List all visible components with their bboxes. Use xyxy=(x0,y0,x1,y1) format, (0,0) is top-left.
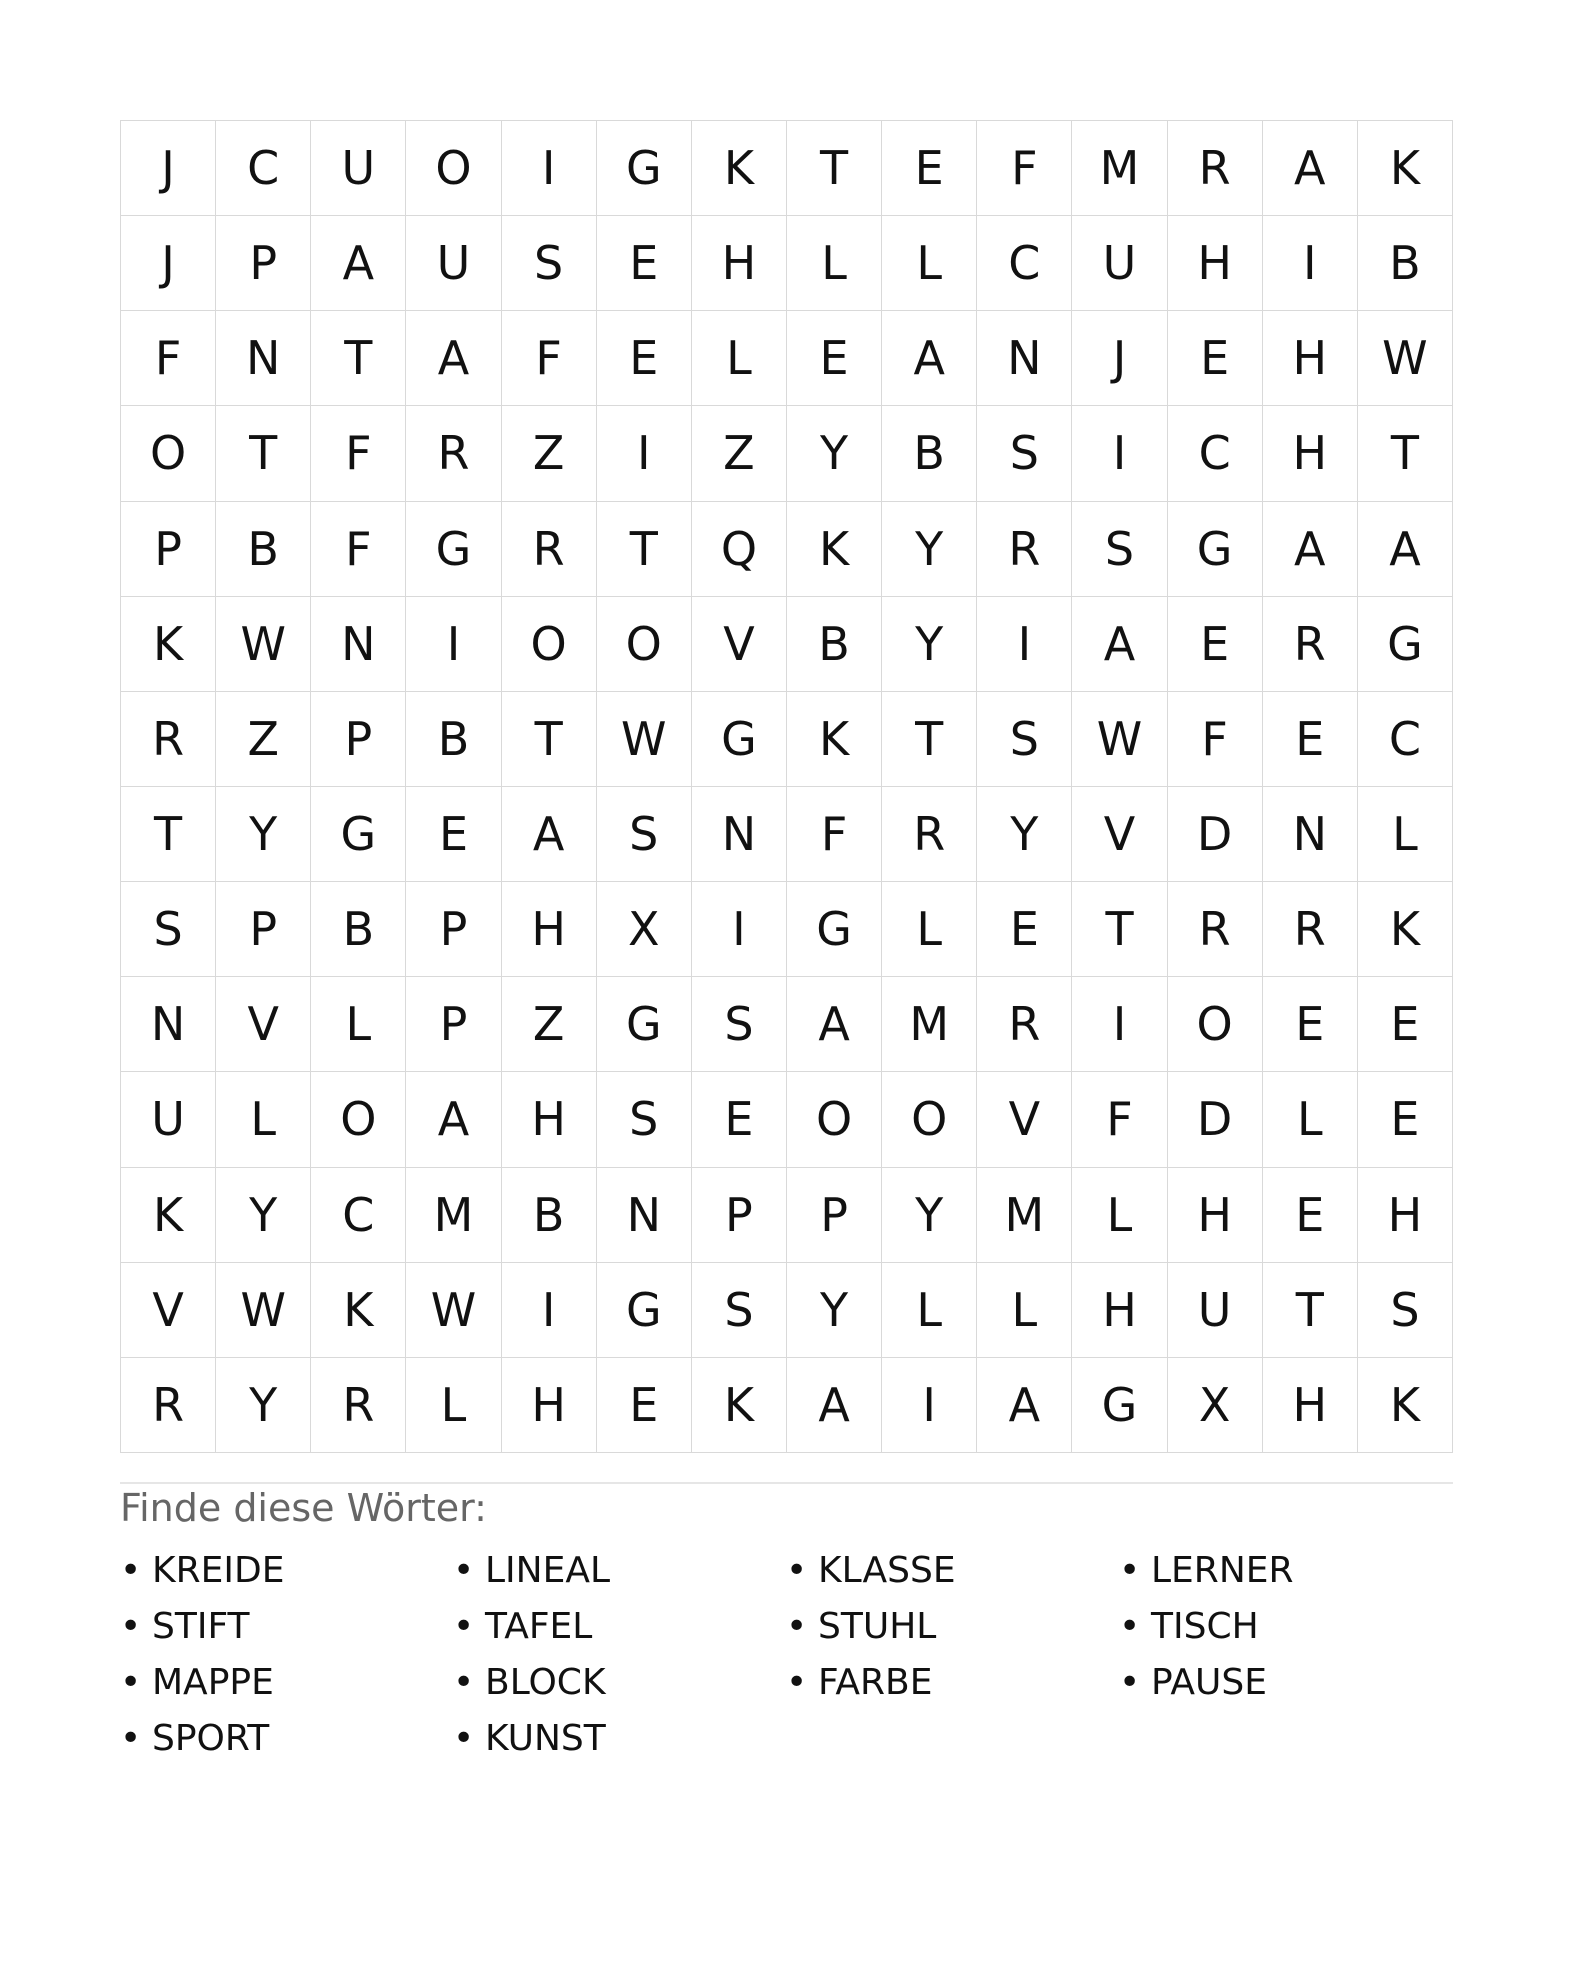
grid-cell[interactable]: S xyxy=(977,406,1072,501)
word-label: FARBE xyxy=(818,1662,933,1703)
grid-cell[interactable]: C xyxy=(1358,692,1453,787)
grid-cell[interactable]: L xyxy=(1263,1072,1358,1167)
grid-cell[interactable]: T xyxy=(216,406,311,501)
grid-cell[interactable]: K xyxy=(1358,1358,1453,1453)
grid-cell[interactable]: V xyxy=(121,1263,216,1358)
grid-cell[interactable]: D xyxy=(1168,1072,1263,1167)
bullet-icon: • xyxy=(1119,1550,1141,1591)
word-label: STUHL xyxy=(818,1606,937,1647)
word-list-item xyxy=(453,1711,786,1767)
grid-cell[interactable]: N xyxy=(121,977,216,1072)
grid-cell[interactable]: P xyxy=(406,977,501,1072)
word-list-item xyxy=(786,1599,1119,1655)
grid-cell[interactable]: K xyxy=(692,121,787,216)
grid-cell[interactable]: L xyxy=(882,882,977,977)
bullet-icon: • xyxy=(120,1550,142,1591)
grid-cell[interactable]: A xyxy=(977,1358,1072,1453)
grid-cell[interactable]: V xyxy=(977,1072,1072,1167)
grid-cell[interactable]: T xyxy=(311,311,406,406)
grid-cell[interactable]: L xyxy=(692,311,787,406)
bullet-icon: • xyxy=(1119,1606,1141,1647)
grid-cell[interactable]: T xyxy=(502,692,597,787)
grid-cell[interactable]: K xyxy=(787,502,882,597)
grid-cell[interactable]: I xyxy=(406,597,501,692)
grid-cell[interactable]: N xyxy=(692,787,787,882)
grid-cell[interactable]: G xyxy=(406,502,501,597)
word-list-item xyxy=(1119,1655,1452,1711)
grid-cell[interactable]: O xyxy=(311,1072,406,1167)
grid-cell[interactable]: Y xyxy=(882,1168,977,1263)
word-label: KUNST xyxy=(485,1718,606,1759)
grid-cell[interactable]: O xyxy=(882,1072,977,1167)
grid-cell[interactable]: R xyxy=(977,502,1072,597)
bullet-icon: • xyxy=(453,1718,475,1759)
grid-cell[interactable]: Y xyxy=(882,597,977,692)
grid-cell[interactable]: O xyxy=(787,1072,882,1167)
grid-cell[interactable]: M xyxy=(882,977,977,1072)
bullet-icon: • xyxy=(120,1718,142,1759)
grid-cell[interactable]: S xyxy=(692,1263,787,1358)
word-label: KLASSE xyxy=(818,1550,956,1591)
grid-cell[interactable]: G xyxy=(1072,1358,1167,1453)
grid-cell[interactable]: E xyxy=(1263,692,1358,787)
grid-cell[interactable]: S xyxy=(692,977,787,1072)
grid-cell[interactable]: Q xyxy=(692,502,787,597)
word-label: PAUSE xyxy=(1151,1662,1267,1703)
bullet-icon: • xyxy=(453,1550,475,1591)
grid-cell[interactable]: P xyxy=(406,882,501,977)
grid-cell[interactable]: E xyxy=(1358,1072,1453,1167)
grid-cell[interactable]: T xyxy=(1263,1263,1358,1358)
grid-cell[interactable]: P xyxy=(311,692,406,787)
word-label: STIFT xyxy=(152,1606,250,1647)
grid-cell[interactable]: L xyxy=(882,1263,977,1358)
word-search-grid xyxy=(120,120,1453,1453)
grid-cell[interactable]: U xyxy=(406,216,501,311)
word-label: LERNER xyxy=(1151,1550,1294,1591)
grid-cell[interactable]: F xyxy=(1072,1072,1167,1167)
grid-cell[interactable]: U xyxy=(311,121,406,216)
grid-cell[interactable]: C xyxy=(977,216,1072,311)
grid-cell[interactable]: H xyxy=(1072,1263,1167,1358)
grid-cell[interactable]: W xyxy=(597,692,692,787)
grid-cell[interactable]: B xyxy=(311,882,406,977)
grid-cell[interactable]: W xyxy=(216,1263,311,1358)
grid-cell[interactable]: G xyxy=(311,787,406,882)
grid-cell[interactable]: B xyxy=(787,597,882,692)
word-label: TAFEL xyxy=(485,1606,593,1647)
grid-cell[interactable]: Z xyxy=(692,406,787,501)
grid-cell[interactable]: E xyxy=(692,1072,787,1167)
word-list-item xyxy=(120,1711,453,1767)
grid-cell[interactable]: I xyxy=(1263,216,1358,311)
grid-cell[interactable]: S xyxy=(597,787,692,882)
grid-cell[interactable]: P xyxy=(787,1168,882,1263)
bullet-icon: • xyxy=(786,1550,808,1591)
grid-cell[interactable]: Y xyxy=(216,1358,311,1453)
bullet-icon: • xyxy=(120,1662,142,1703)
grid-cell[interactable]: C xyxy=(216,121,311,216)
grid-cell[interactable]: O xyxy=(406,121,501,216)
grid-cell[interactable]: I xyxy=(1072,977,1167,1072)
word-list-item xyxy=(1119,1543,1452,1599)
grid-cell[interactable]: I xyxy=(977,597,1072,692)
grid-cell[interactable]: W xyxy=(1358,311,1453,406)
grid-cell[interactable]: S xyxy=(977,692,1072,787)
grid-cell[interactable]: R xyxy=(882,787,977,882)
grid-cell[interactable]: R xyxy=(406,406,501,501)
grid-cell[interactable]: B xyxy=(882,406,977,501)
grid-cell[interactable]: G xyxy=(1168,502,1263,597)
grid-cell[interactable]: B xyxy=(1358,216,1453,311)
grid-cell[interactable]: L xyxy=(787,216,882,311)
grid-cell[interactable]: B xyxy=(406,692,501,787)
bullet-icon: • xyxy=(120,1606,142,1647)
grid-cell[interactable]: E xyxy=(787,311,882,406)
word-list-heading: Finde diese Wörter: xyxy=(120,1486,487,1530)
grid-cell[interactable]: L xyxy=(216,1072,311,1167)
bullet-icon: • xyxy=(786,1662,808,1703)
grid-cell[interactable]: J xyxy=(121,216,216,311)
grid-cell[interactable]: F xyxy=(311,502,406,597)
grid-cell[interactable]: I xyxy=(882,1358,977,1453)
grid-cell[interactable]: H xyxy=(692,216,787,311)
grid-cell[interactable]: R xyxy=(311,1358,406,1453)
grid-cell[interactable]: H xyxy=(502,882,597,977)
grid-cell[interactable]: A xyxy=(502,787,597,882)
grid-cell[interactable]: K xyxy=(1358,882,1453,977)
grid-cell[interactable]: M xyxy=(406,1168,501,1263)
word-list-item xyxy=(1119,1599,1452,1655)
grid-cell[interactable]: A xyxy=(1263,502,1358,597)
grid-cell[interactable]: H xyxy=(1168,1168,1263,1263)
grid-cell[interactable]: N xyxy=(1263,787,1358,882)
word-list-item xyxy=(453,1655,786,1711)
grid-cell[interactable]: F xyxy=(1168,692,1263,787)
grid-cell[interactable]: P xyxy=(121,502,216,597)
grid-cell[interactable]: O xyxy=(502,597,597,692)
grid-cell[interactable]: Z xyxy=(502,406,597,501)
grid-cell[interactable]: L xyxy=(406,1358,501,1453)
word-list-item xyxy=(786,1655,1119,1711)
grid-cell[interactable]: Y xyxy=(977,787,1072,882)
grid-cell[interactable]: T xyxy=(1072,882,1167,977)
grid-cell[interactable]: V xyxy=(692,597,787,692)
grid-cell[interactable]: C xyxy=(311,1168,406,1263)
grid-cell[interactable]: Z xyxy=(502,977,597,1072)
grid-cell[interactable]: E xyxy=(977,882,1072,977)
grid-cell[interactable]: F xyxy=(311,406,406,501)
grid-cell[interactable]: H xyxy=(1263,406,1358,501)
grid-cell[interactable]: H xyxy=(502,1358,597,1453)
grid-cell[interactable]: B xyxy=(502,1168,597,1263)
word-label: LINEAL xyxy=(485,1550,611,1591)
word-list-item xyxy=(120,1655,453,1711)
grid-cell[interactable]: R xyxy=(1263,882,1358,977)
grid-cell[interactable]: B xyxy=(216,502,311,597)
grid-cell[interactable]: M xyxy=(1072,121,1167,216)
grid-cell[interactable]: A xyxy=(1263,121,1358,216)
grid-cell[interactable]: I xyxy=(1072,406,1167,501)
grid-cell[interactable]: H xyxy=(502,1072,597,1167)
grid-cell[interactable]: O xyxy=(121,406,216,501)
grid-cell[interactable]: L xyxy=(311,977,406,1072)
grid-cell[interactable]: S xyxy=(1072,502,1167,597)
grid-cell[interactable]: E xyxy=(1263,977,1358,1072)
grid-cell[interactable]: X xyxy=(1168,1358,1263,1453)
grid-cell[interactable]: O xyxy=(597,597,692,692)
grid-cell[interactable]: T xyxy=(787,121,882,216)
word-list-item xyxy=(786,1543,1119,1599)
grid-cell[interactable]: L xyxy=(1358,787,1453,882)
grid-cell[interactable]: R xyxy=(121,692,216,787)
grid-cell[interactable]: S xyxy=(1358,1263,1453,1358)
grid-cell[interactable]: N xyxy=(597,1168,692,1263)
grid-cell[interactable]: M xyxy=(977,1168,1072,1263)
grid-cell[interactable]: P xyxy=(216,882,311,977)
grid-cell[interactable]: H xyxy=(1263,1358,1358,1453)
grid-cell[interactable]: I xyxy=(502,1263,597,1358)
grid-cell[interactable]: E xyxy=(1168,311,1263,406)
grid-cell[interactable]: R xyxy=(1168,121,1263,216)
grid-cell[interactable]: N xyxy=(216,311,311,406)
grid-cell[interactable]: R xyxy=(1168,882,1263,977)
grid-cell[interactable]: G xyxy=(692,692,787,787)
grid-cell[interactable]: E xyxy=(406,787,501,882)
bullet-icon: • xyxy=(786,1606,808,1647)
word-label: MAPPE xyxy=(152,1662,274,1703)
grid-cell[interactable]: O xyxy=(1168,977,1263,1072)
grid-cell[interactable]: G xyxy=(597,977,692,1072)
grid-cell[interactable]: V xyxy=(1072,787,1167,882)
word-list-item xyxy=(453,1599,786,1655)
word-label: SPORT xyxy=(152,1718,270,1759)
grid-cell[interactable]: N xyxy=(977,311,1072,406)
grid-cell[interactable]: K xyxy=(1358,121,1453,216)
grid-cell[interactable]: Y xyxy=(216,1168,311,1263)
grid-cell[interactable]: E xyxy=(882,121,977,216)
grid-cell[interactable]: T xyxy=(882,692,977,787)
bullet-icon: • xyxy=(453,1606,475,1647)
grid-cell[interactable]: I xyxy=(502,121,597,216)
grid-cell[interactable]: N xyxy=(311,597,406,692)
grid-cell[interactable]: I xyxy=(597,406,692,501)
grid-cell[interactable]: A xyxy=(406,311,501,406)
grid-cell[interactable]: F xyxy=(502,311,597,406)
word-label: BLOCK xyxy=(485,1662,606,1703)
grid-cell[interactable]: S xyxy=(502,216,597,311)
grid-cell[interactable]: H xyxy=(1358,1168,1453,1263)
grid-cell[interactable]: H xyxy=(1168,216,1263,311)
grid-cell[interactable]: K xyxy=(692,1358,787,1453)
grid-cell[interactable]: Z xyxy=(216,692,311,787)
grid-cell[interactable]: R xyxy=(502,502,597,597)
grid-cell[interactable]: A xyxy=(787,1358,882,1453)
grid-cell[interactable]: G xyxy=(1358,597,1453,692)
word-list-item xyxy=(120,1543,453,1599)
grid-cell[interactable]: Y xyxy=(216,787,311,882)
grid-cell[interactable]: E xyxy=(597,311,692,406)
grid-cell[interactable]: U xyxy=(121,1072,216,1167)
grid-cell[interactable]: H xyxy=(1263,311,1358,406)
grid-cell[interactable]: P xyxy=(692,1168,787,1263)
grid-cell[interactable]: A xyxy=(882,311,977,406)
grid-cell[interactable]: A xyxy=(406,1072,501,1167)
grid-cell[interactable]: L xyxy=(977,1263,1072,1358)
grid-cell[interactable]: E xyxy=(1263,1168,1358,1263)
grid-cell[interactable]: F xyxy=(977,121,1072,216)
grid-cell[interactable]: W xyxy=(216,597,311,692)
grid-cell[interactable]: V xyxy=(216,977,311,1072)
grid-cell[interactable]: F xyxy=(121,311,216,406)
grid-cell[interactable]: T xyxy=(597,502,692,597)
grid-cell[interactable]: T xyxy=(121,787,216,882)
grid-cell[interactable]: Y xyxy=(787,1263,882,1358)
word-list xyxy=(120,1543,1453,1767)
bullet-icon: • xyxy=(1119,1662,1141,1703)
grid-cell[interactable]: W xyxy=(1072,692,1167,787)
grid-cell[interactable]: T xyxy=(1358,406,1453,501)
grid-cell[interactable]: E xyxy=(597,216,692,311)
grid-cell[interactable]: A xyxy=(311,216,406,311)
grid-cell[interactable]: J xyxy=(121,121,216,216)
grid-cell[interactable]: J xyxy=(1072,311,1167,406)
grid-cell[interactable]: F xyxy=(787,787,882,882)
grid-cell[interactable]: Y xyxy=(882,502,977,597)
grid-cell[interactable]: R xyxy=(977,977,1072,1072)
word-label: TISCH xyxy=(1151,1606,1259,1647)
grid-cell[interactable]: E xyxy=(1168,597,1263,692)
word-label: KREIDE xyxy=(152,1550,285,1591)
grid-cell[interactable]: X xyxy=(597,882,692,977)
grid-cell[interactable]: K xyxy=(121,597,216,692)
word-list-item xyxy=(453,1543,786,1599)
grid-cell[interactable]: E xyxy=(1358,977,1453,1072)
grid-cell[interactable]: C xyxy=(1168,406,1263,501)
grid-cell[interactable]: G xyxy=(787,882,882,977)
grid-cell[interactable]: Y xyxy=(787,406,882,501)
grid-cell[interactable]: L xyxy=(1072,1168,1167,1263)
grid-cell[interactable]: A xyxy=(1072,597,1167,692)
bullet-icon: • xyxy=(453,1662,475,1703)
grid-cell[interactable]: E xyxy=(597,1358,692,1453)
grid-cell[interactable]: I xyxy=(692,882,787,977)
grid-cell[interactable]: G xyxy=(597,121,692,216)
grid-cell[interactable]: K xyxy=(121,1168,216,1263)
word-list-item xyxy=(120,1599,453,1655)
grid-cell[interactable]: A xyxy=(787,977,882,1072)
grid-cell[interactable]: K xyxy=(787,692,882,787)
grid-cell[interactable]: L xyxy=(882,216,977,311)
grid-cell[interactable]: R xyxy=(121,1358,216,1453)
grid-cell[interactable]: S xyxy=(121,882,216,977)
grid-cell[interactable]: G xyxy=(597,1263,692,1358)
grid-cell[interactable]: U xyxy=(1072,216,1167,311)
grid-cell[interactable]: K xyxy=(311,1263,406,1358)
grid-cell[interactable]: P xyxy=(216,216,311,311)
grid-cell[interactable]: W xyxy=(406,1263,501,1358)
grid-cell[interactable]: S xyxy=(597,1072,692,1167)
grid-cell[interactable]: U xyxy=(1168,1263,1263,1358)
grid-cell[interactable]: A xyxy=(1358,502,1453,597)
grid-cell[interactable]: R xyxy=(1263,597,1358,692)
grid-cell[interactable]: D xyxy=(1168,787,1263,882)
